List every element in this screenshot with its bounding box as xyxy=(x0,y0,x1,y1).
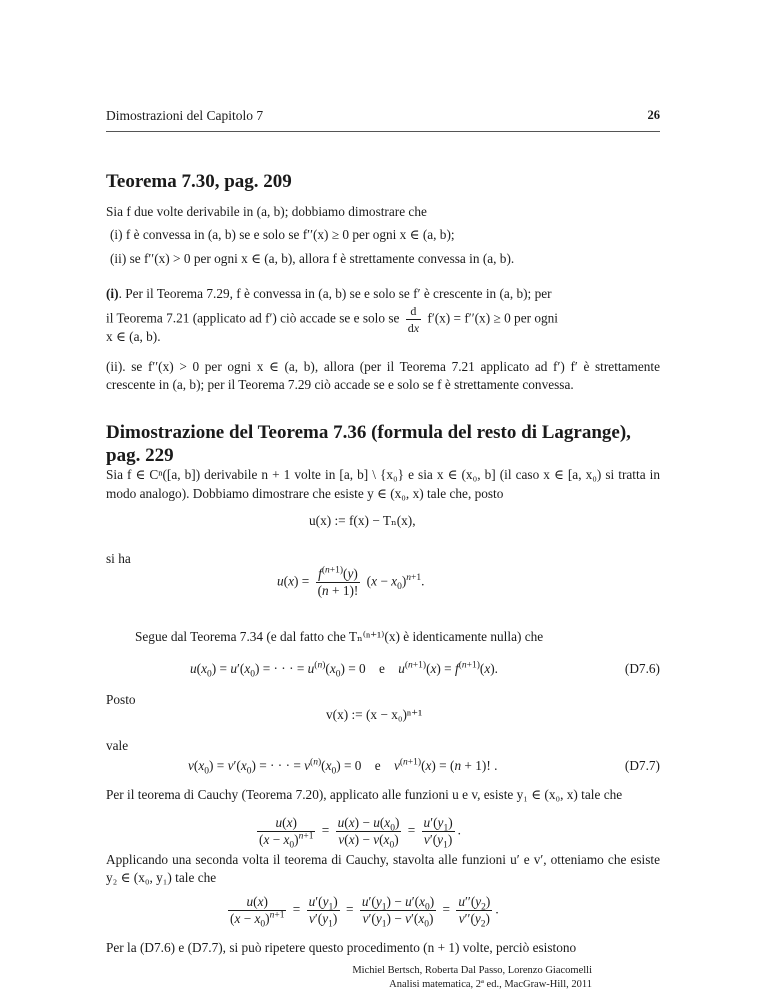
proof-i-line2a: il Teorema 7.21 (applicato ad f′) ciò accade se e solo se xyxy=(106,310,400,326)
eq-lagrange-remainder: u(x) = $\frac{f^{(n+1)}(y)}{(n + 1)!}$ $(x - x_0)^{n+1}$. xyxy=(277,565,425,598)
section2-p2: Segue dal Teorema 7.34 (e dal fatto che Tₙ⁽ⁿ⁺¹⁾(x) è identicamente nulla) che xyxy=(135,629,544,644)
derivative-operator: $\frac{d}{dx}$ xyxy=(407,304,420,335)
proof-ii: (ii). se f′′(x) > 0 per ogni x ∈ (a, b), allora (per il Teorema 7.21 applicato ad f′) f′ è strettamente crescente in (a, b); per il Teorema 7.29 ciò accade se e solo se f è strettamente convessa. xyxy=(106,359,660,392)
proof-i-label: (i) xyxy=(106,286,119,301)
section-heading-teorema-7-30: Teorema 7.30, pag. 209 xyxy=(106,171,292,192)
footer-authors: Michiel Bertsch, Roberta Dal Passo, Lorenzo Giacomelli xyxy=(352,965,592,976)
footer xyxy=(352,964,592,992)
proof-i-line3: x ∈ (a, b). xyxy=(106,329,161,344)
eq-v-definition: v(x) := (x − x₀)ⁿ⁺¹ xyxy=(326,707,423,722)
eq-label-d7-7: (D7.7) xyxy=(624,758,660,773)
header-rule xyxy=(106,131,660,132)
eq-u-definition: u(x) := f(x) − Tₙ(x), xyxy=(309,513,416,528)
posto: Posto xyxy=(106,692,136,707)
eq-d7-7: $v(x_0) = v'(x_0)$ = · · · = $v^{(n)}(x_0) = 0$ e $v^{(n+1)}(x) = (n + 1)$! . xyxy=(188,757,498,777)
section1-intro: Sia f due volte derivabile in (a, b); dobbiamo dimostrare che xyxy=(106,204,427,219)
running-title: Dimostrazioni del Capitolo 7 xyxy=(106,108,264,123)
footer-book: Analisi matematica, 2ª ed., MacGraw-Hill, 2011 xyxy=(389,979,592,990)
section2-p1: Sia f ∈ Cⁿ([a, b]) derivabile n + 1 volte in [a, b] \ {x₀} e sia x ∈ (x₀, b] (il caso x ∈ [a, x₀) si tratta in modo analogo). Dobbiamo dimostrare che esiste y ∈ (x₀, x) tale che, posto xyxy=(106,467,660,501)
proof-i-line1: . Per il Teorema 7.29, f è convessa in (a, b) se e solo se f′ è crescente in (a, b); per xyxy=(118,286,552,301)
eq-cauchy-2: $\frac{u(x)}{(x - x_0)^{n+1}}$ = $\frac{u'(y_1)}{v'(y_1)}$ = $\frac{u'(y_1) - u'(x_0)}{v'(y_1) - v'(x_0)}$ = $\frac{u''(y_2)}{v''(y_2)}$ . xyxy=(230,894,499,930)
section2-p4: Applicando una seconda volta il teorema di Cauchy, stavolta alle funzioni u′ e v′, otteniamo che esiste y₂ ∈ (x₀, y₁) tale che xyxy=(106,852,660,885)
section2-p3: Per il teorema di Cauchy (Teorema 7.20), applicato alle funzioni u e v, esiste y₁ ∈ (x₀, x) tale che xyxy=(106,787,623,802)
proof-i xyxy=(106,284,660,303)
section-heading-teorema-7-36: Dimostrazione del Teorema 7.36 (formula del resto di Lagrange), pag. 229 xyxy=(106,422,631,466)
vale: vale xyxy=(106,738,129,753)
item-i: (i) f è convessa in (a, b) se e solo se f′′(x) ≥ 0 per ogni x ∈ (a, b); xyxy=(110,227,455,242)
item-ii: (ii) se f′′(x) > 0 per ogni x ∈ (a, b), allora f è strettamente convessa in (a, b). xyxy=(110,251,515,266)
eq-d7-6: $u(x_0) = u'(x_0)$ = · · · = $u^{(n)}(x_0) = 0$ e $u^{(n+1)}(x) = f^{(n+1)}(x)$. xyxy=(190,660,499,680)
section2-p5: Per la (D7.6) e (D7.7), si può ripetere questo procedimento (n + 1) volte, perciò esistono xyxy=(106,940,577,955)
si-ha: si ha xyxy=(106,551,131,566)
eq-cauchy-1: $\frac{u(x)}{(x - x_0)^{n+1}}$ = $\frac{u(x) - u(x_0)}{v(x) - v(x_0)}$ = $\frac{u'(y_1)}{v'(y_1)}$ . xyxy=(259,815,461,851)
eq-label-d7-6: (D7.6) xyxy=(624,661,660,676)
page-number: 26 xyxy=(647,108,660,122)
proof-i-line2b: f′(x) = f′′(x) ≥ 0 per ogni xyxy=(427,310,558,326)
